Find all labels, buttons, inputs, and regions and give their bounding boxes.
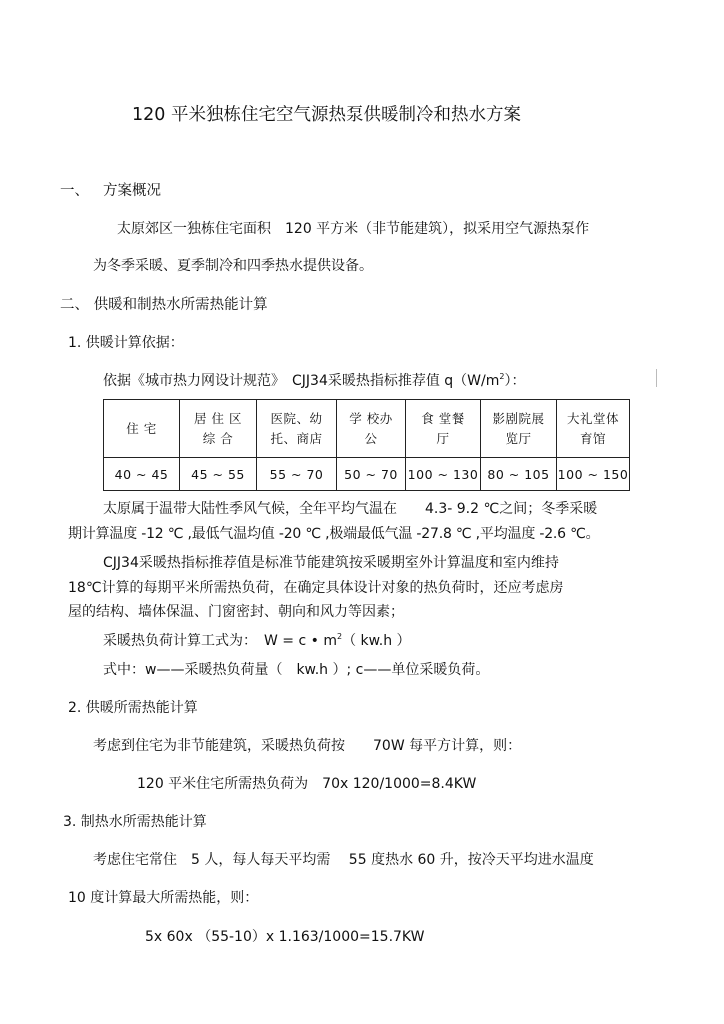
intro-line-1: 太原郊区一独栋住宅面积 120 平方米（非节能建筑），拟采用空气源热泵作 [117, 221, 590, 237]
table-header-cell: 大礼堂体 育馆 [557, 400, 630, 458]
basis-suffix: ）： [504, 373, 526, 389]
section-2-heading: 二、 供暖和制热水所需热能计算 [60, 297, 268, 313]
item-2-text: 考虑到住宅为非节能建筑，采暖热负荷按 70W 每平方计算，则： [93, 738, 522, 754]
section-1-number: 一、 [60, 183, 89, 199]
section-1-heading: 方案概况 [103, 183, 161, 199]
table-header-cell: 影剧院展 览厅 [481, 400, 557, 458]
climate-line-2: 期计算温度 -12 ℃ ,最低气温均值 -20 ℃ ,极端最低气温 -27.8 ℃ ,平均温度 -2.6 ℃。 [68, 526, 600, 542]
formula-description: 式中：w——采暖热负荷量（ kw.h ）; c——单位采暖负荷。 [103, 662, 490, 678]
climate-line-1: 太原属于温带大陆性季风气候，全年平均气温在 4.3- 9.2 ℃之间；冬季采暖 [103, 501, 598, 517]
table-cell: 100 ~ 150 [557, 458, 630, 491]
heat-index-table [103, 399, 630, 491]
formula-line [103, 632, 411, 650]
cjj-line-3: 屋的结构、墙体保温、门窗密封、朝向和风力等因素； [68, 604, 404, 620]
table-cell: 80 ~ 105 [481, 458, 557, 491]
formula-suffix: （ kw.h ） [342, 633, 411, 649]
table-header-cell: 住 宅 [104, 400, 180, 458]
table-cell: 50 ~ 70 [337, 458, 406, 491]
table-header-cell: 居 住 区 综 合 [180, 400, 257, 458]
item-1-heading: 1. 供暖计算依据： [68, 335, 184, 351]
item-3-calculation: 5x 60x （55-10）x 1.163/1000=15.7KW [145, 929, 425, 945]
table-header-row [104, 400, 630, 458]
margin-mark [656, 369, 657, 387]
formula-superscript: 2 [336, 632, 343, 641]
table-row [104, 458, 630, 491]
basis-prefix: 依据《城市热力网设计规范》 CJJ34采暖热指标推荐值 q（W/m [103, 373, 500, 389]
table-cell: 100 ~ 130 [406, 458, 481, 491]
table-cell: 55 ~ 70 [257, 458, 337, 491]
table-cell: 40 ~ 45 [104, 458, 180, 491]
table-cell: 45 ~ 55 [180, 458, 257, 491]
basis-superscript: 2 [499, 372, 505, 381]
cjj-line-1: CJJ34采暖热指标推荐值是标准节能建筑按采暖期室外计算温度和室内维持 [103, 555, 559, 571]
cjj-line-2: 18℃计算的每期平米所需热负荷，在确定具体设计对象的热负荷时，还应考虑房 [68, 580, 564, 596]
item-2-heading: 2. 供暖所需热能计算 [68, 700, 198, 716]
formula-prefix: 采暖热负荷计算工式为： W = c • m [103, 633, 337, 649]
intro-line-2: 为冬季采暖、夏季制冷和四季热水提供设备。 [93, 258, 373, 274]
item-2-calculation: 120 平米住宅所需热负荷为 70x 120/1000=8.4KW [137, 776, 477, 792]
table-header-cell: 食 堂餐 厅 [406, 400, 481, 458]
item-3-heading: 3. 制热水所需热能计算 [63, 814, 207, 830]
table-header-cell: 医院、幼 托、商店 [257, 400, 337, 458]
page-title: 120 平米独栋住宅空气源热泵供暖制冷和热水方案 [132, 105, 521, 125]
item-3-line-2: 10 度计算最大所需热能，则： [68, 890, 259, 906]
table-header-cell: 学 校办 公 [337, 400, 406, 458]
item-3-line-1: 考虑住宅常住 5 人，每人每天平均需 55 度热水 60 升，按冷天平均进水温度 [93, 852, 594, 868]
basis-line [103, 372, 525, 390]
